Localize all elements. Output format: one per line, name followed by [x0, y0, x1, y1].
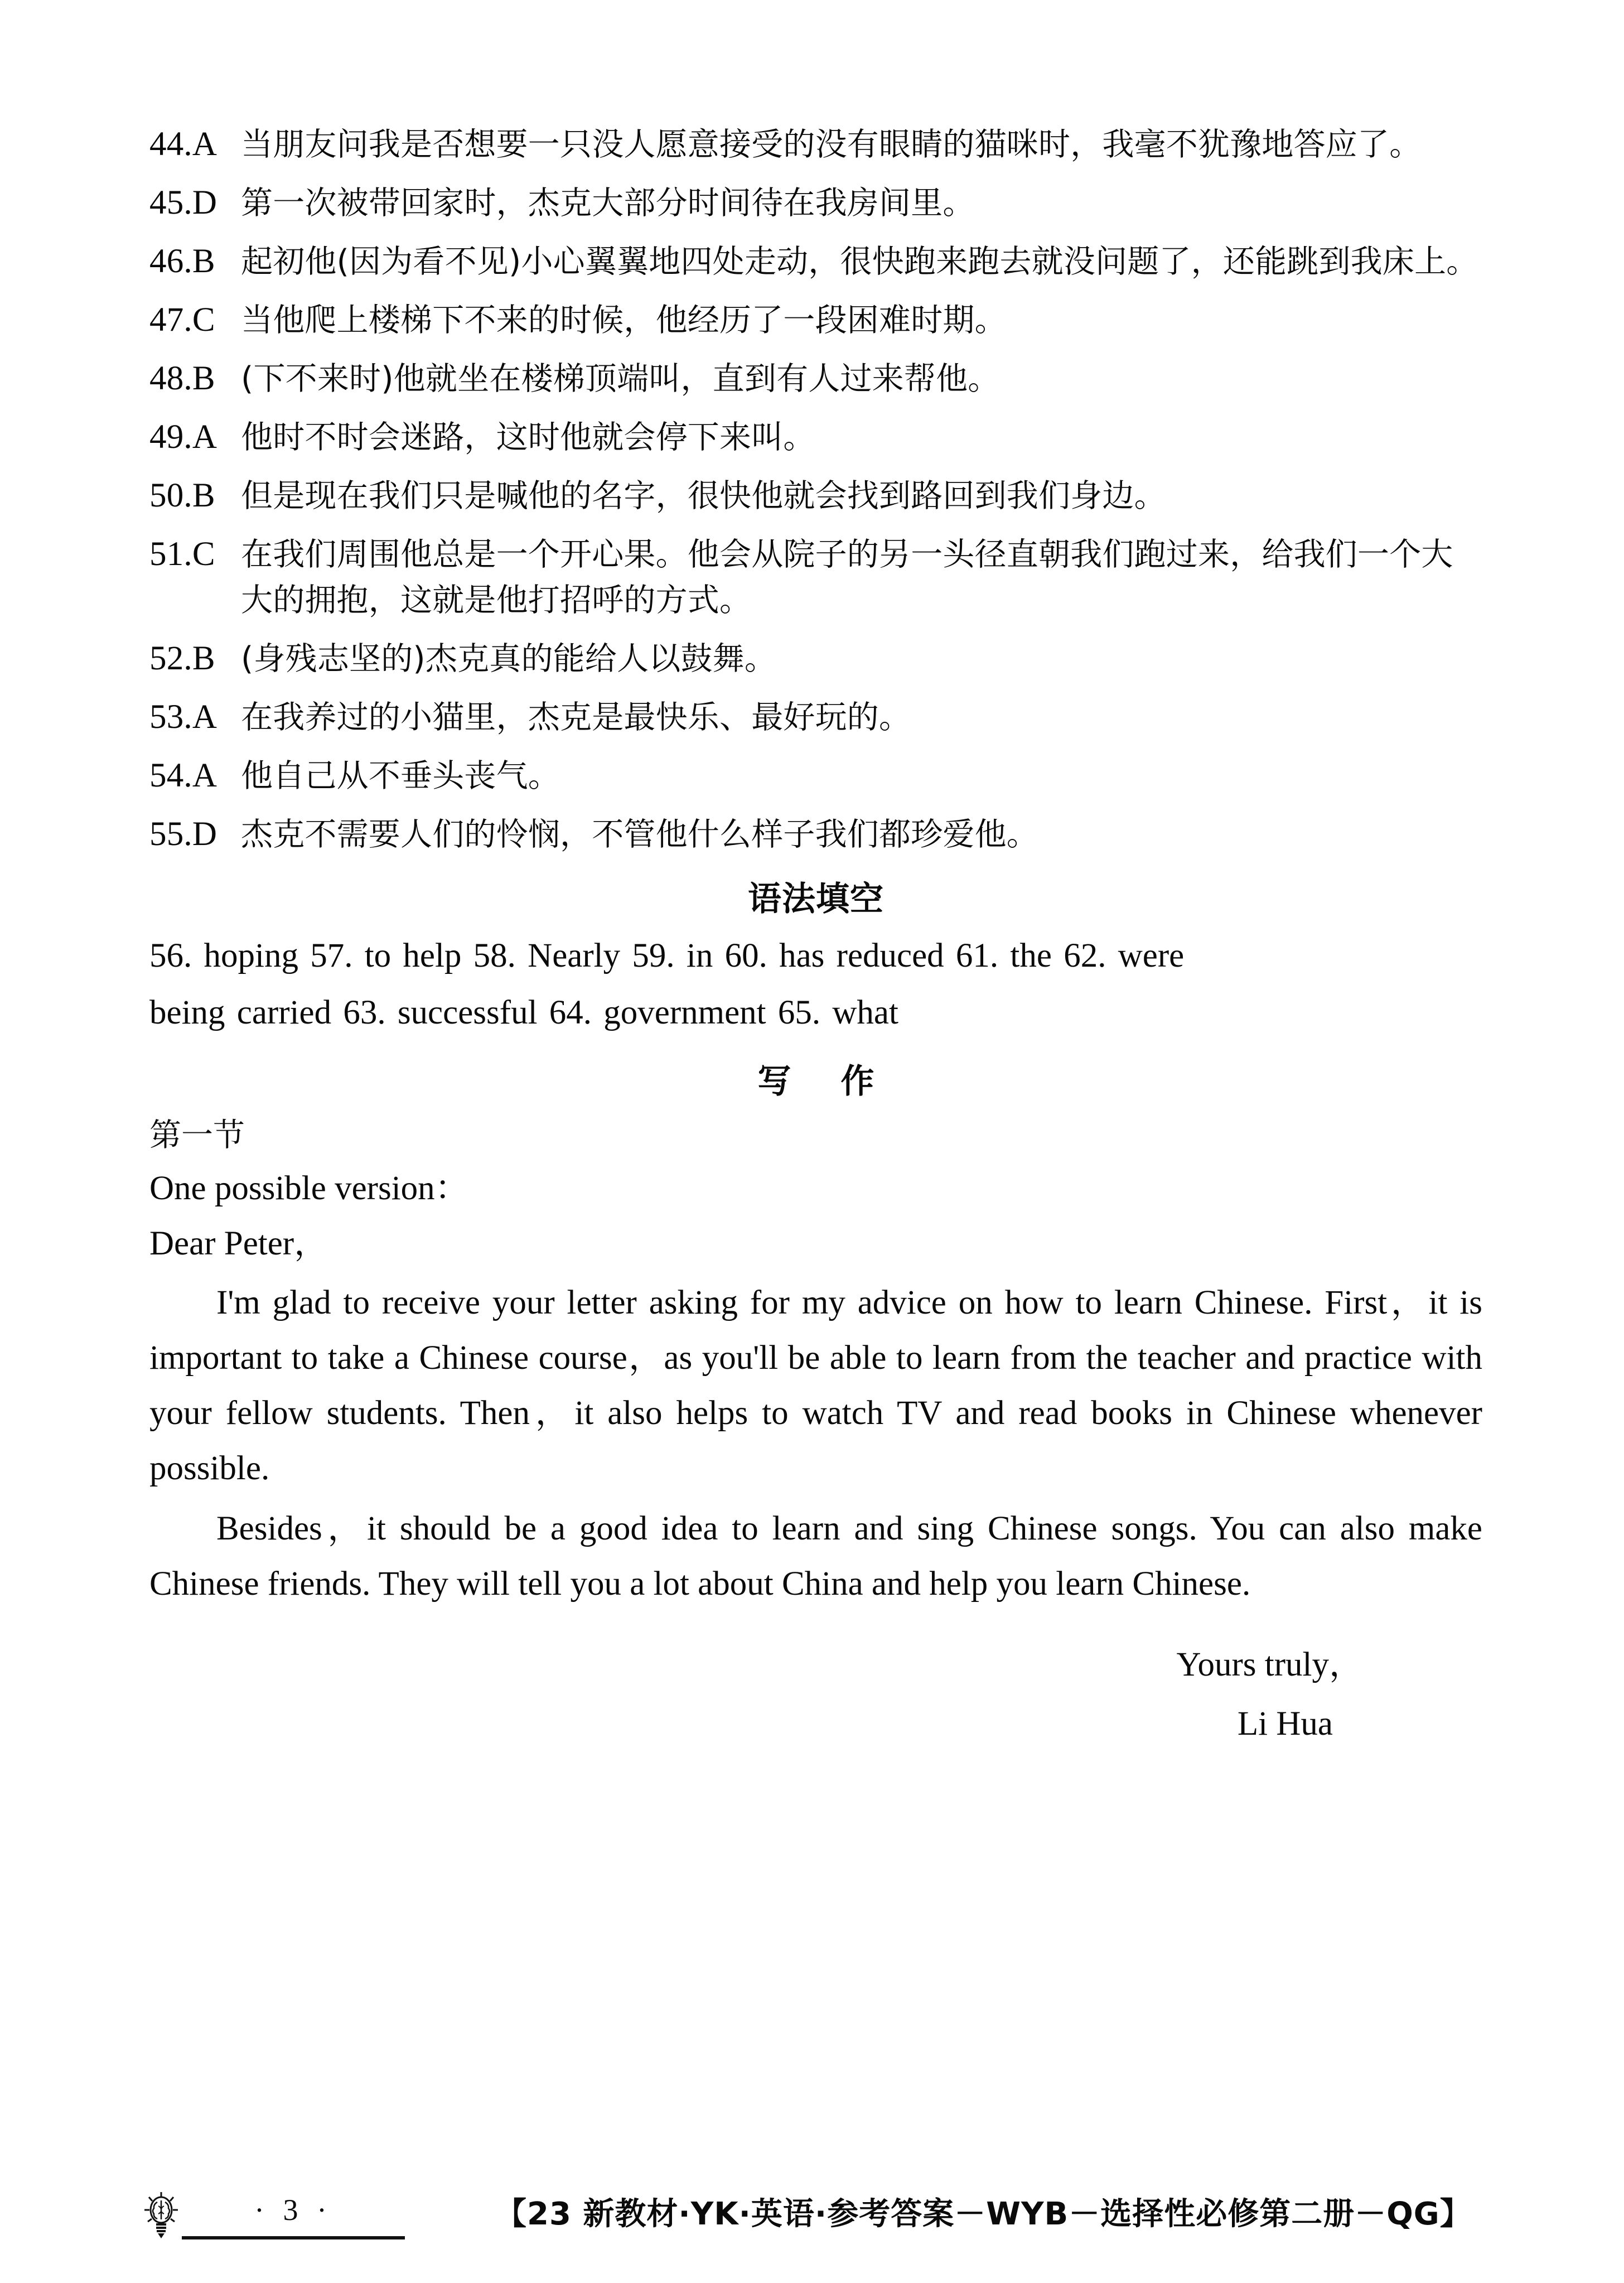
answer-number: 52.B	[149, 639, 215, 677]
publication-info: 【23 新教材·YK·英语·参考答案－WYB－选择性必修第二册－QG】	[495, 2196, 1472, 2232]
grammar-section-heading: 语法填空	[748, 879, 884, 919]
lightbulb-brain-icon	[144, 2192, 178, 2239]
page-footer	[0, 2176, 1624, 2243]
answer-number: 50.B	[149, 476, 215, 514]
grammar-answers-line-1: 56. hoping 57. to help 58. Nearly 59. in 60. has reduced 61. the 62. were	[149, 937, 1185, 974]
letter-closing: Yours truly，	[1176, 1645, 1363, 1683]
answer-number: 47.C	[149, 301, 215, 339]
answer-item	[149, 297, 1482, 344]
letter-paragraph-1: I'm glad to receive your letter asking for my advice on how to learn Chinese. First，it is important to take a Chinese course，as you'll be able to learn from the teacher and practice with your fellow students. Then，it also helps to watch TV and read books in Chinese whenever possible.	[149, 1284, 1482, 1487]
answer-explanation: 他时不时会迷路，这时他就会停下来叫。	[241, 418, 815, 456]
answer-explanations-list	[149, 122, 1482, 858]
answer-explanation: 起初他(因为看不见)小心翼翼地四处走动，很快跑来跑去就没问题了，还能跳到我床上。	[241, 243, 1478, 280]
letter-paragraph-2: Besides，it should be a good idea to learn and sing Chinese songs. You can also make Chinese friends. They will tell you a lot about China and help you learn Chinese.	[149, 1510, 1482, 1603]
answer-item	[149, 694, 1482, 741]
answer-item	[149, 812, 1482, 858]
answer-explanation: 但是现在我们只是喊他的名字，很快他就会找到路回到我们身边。	[241, 477, 1166, 514]
answer-number: 44.A	[149, 126, 218, 163]
answer-number: 54.A	[149, 756, 218, 794]
letter-salutation: Dear Peter，	[149, 1224, 328, 1262]
signature-spacer	[149, 1614, 1482, 1638]
answer-item	[149, 414, 1482, 461]
answer-number: 53.A	[149, 698, 218, 736]
answer-number: 49.A	[149, 418, 218, 456]
grammar-answers-line-2: being carried 63. successful 64. government 65. what	[149, 994, 898, 1032]
answer-explanation: 在我们周围他总是一个开心果。他会从院子的另一头径直朝我们跑过来，给我们一个大大的拥抱，这就是他打招呼的方式。	[241, 535, 1453, 619]
answer-number: 55.D	[149, 815, 218, 853]
answer-item	[149, 356, 1482, 402]
page-number-rule	[182, 2188, 405, 2239]
letter-signature: Li Hua	[1237, 1705, 1333, 1743]
answer-explanation: 他自己从不垂头丧气。	[241, 757, 560, 794]
answer-explanation: 当朋友问我是否想要一只没人愿意接受的没有眼睛的猫咪时，我毫不犹豫地答应了。	[241, 126, 1422, 163]
possible-version-label: One possible version：	[149, 1170, 469, 1208]
answer-explanation: 在我养过的小猫里，杰克是最快乐、最好玩的。	[241, 698, 911, 736]
answer-explanation: (身残志坚的)杰克真的能给人以鼓舞。	[241, 640, 777, 677]
answer-number: 46.B	[149, 242, 215, 280]
answer-explanation: (下不来时)他就坐在楼梯顶端叫，直到有人过来帮他。	[241, 360, 1000, 397]
answer-item	[149, 473, 1482, 519]
answer-item	[149, 180, 1482, 226]
page-content	[149, 122, 1482, 1751]
answer-number: 51.C	[149, 535, 215, 573]
answer-item	[149, 753, 1482, 799]
answer-number: 48.B	[149, 359, 215, 397]
writing-subsection-label: 第一节	[149, 1116, 245, 1153]
answer-number: 45.D	[149, 184, 218, 221]
page-number: · 3 ·	[254, 2193, 332, 2227]
writing-section-heading: 写 作	[757, 1061, 893, 1101]
answer-item	[149, 122, 1482, 168]
answer-item	[149, 532, 1482, 624]
answer-item	[149, 636, 1482, 682]
answer-explanation: 杰克不需要人们的怜悯，不管他什么样子我们都珍爱他。	[241, 815, 1038, 853]
answer-item	[149, 239, 1482, 285]
answer-explanation: 第一次被带回家时，杰克大部分时间待在我房间里。	[241, 184, 975, 221]
footer-page-marker	[144, 2188, 405, 2239]
answer-explanation: 当他爬上楼梯下不来的时候，他经历了一段困难时期。	[241, 301, 1007, 339]
